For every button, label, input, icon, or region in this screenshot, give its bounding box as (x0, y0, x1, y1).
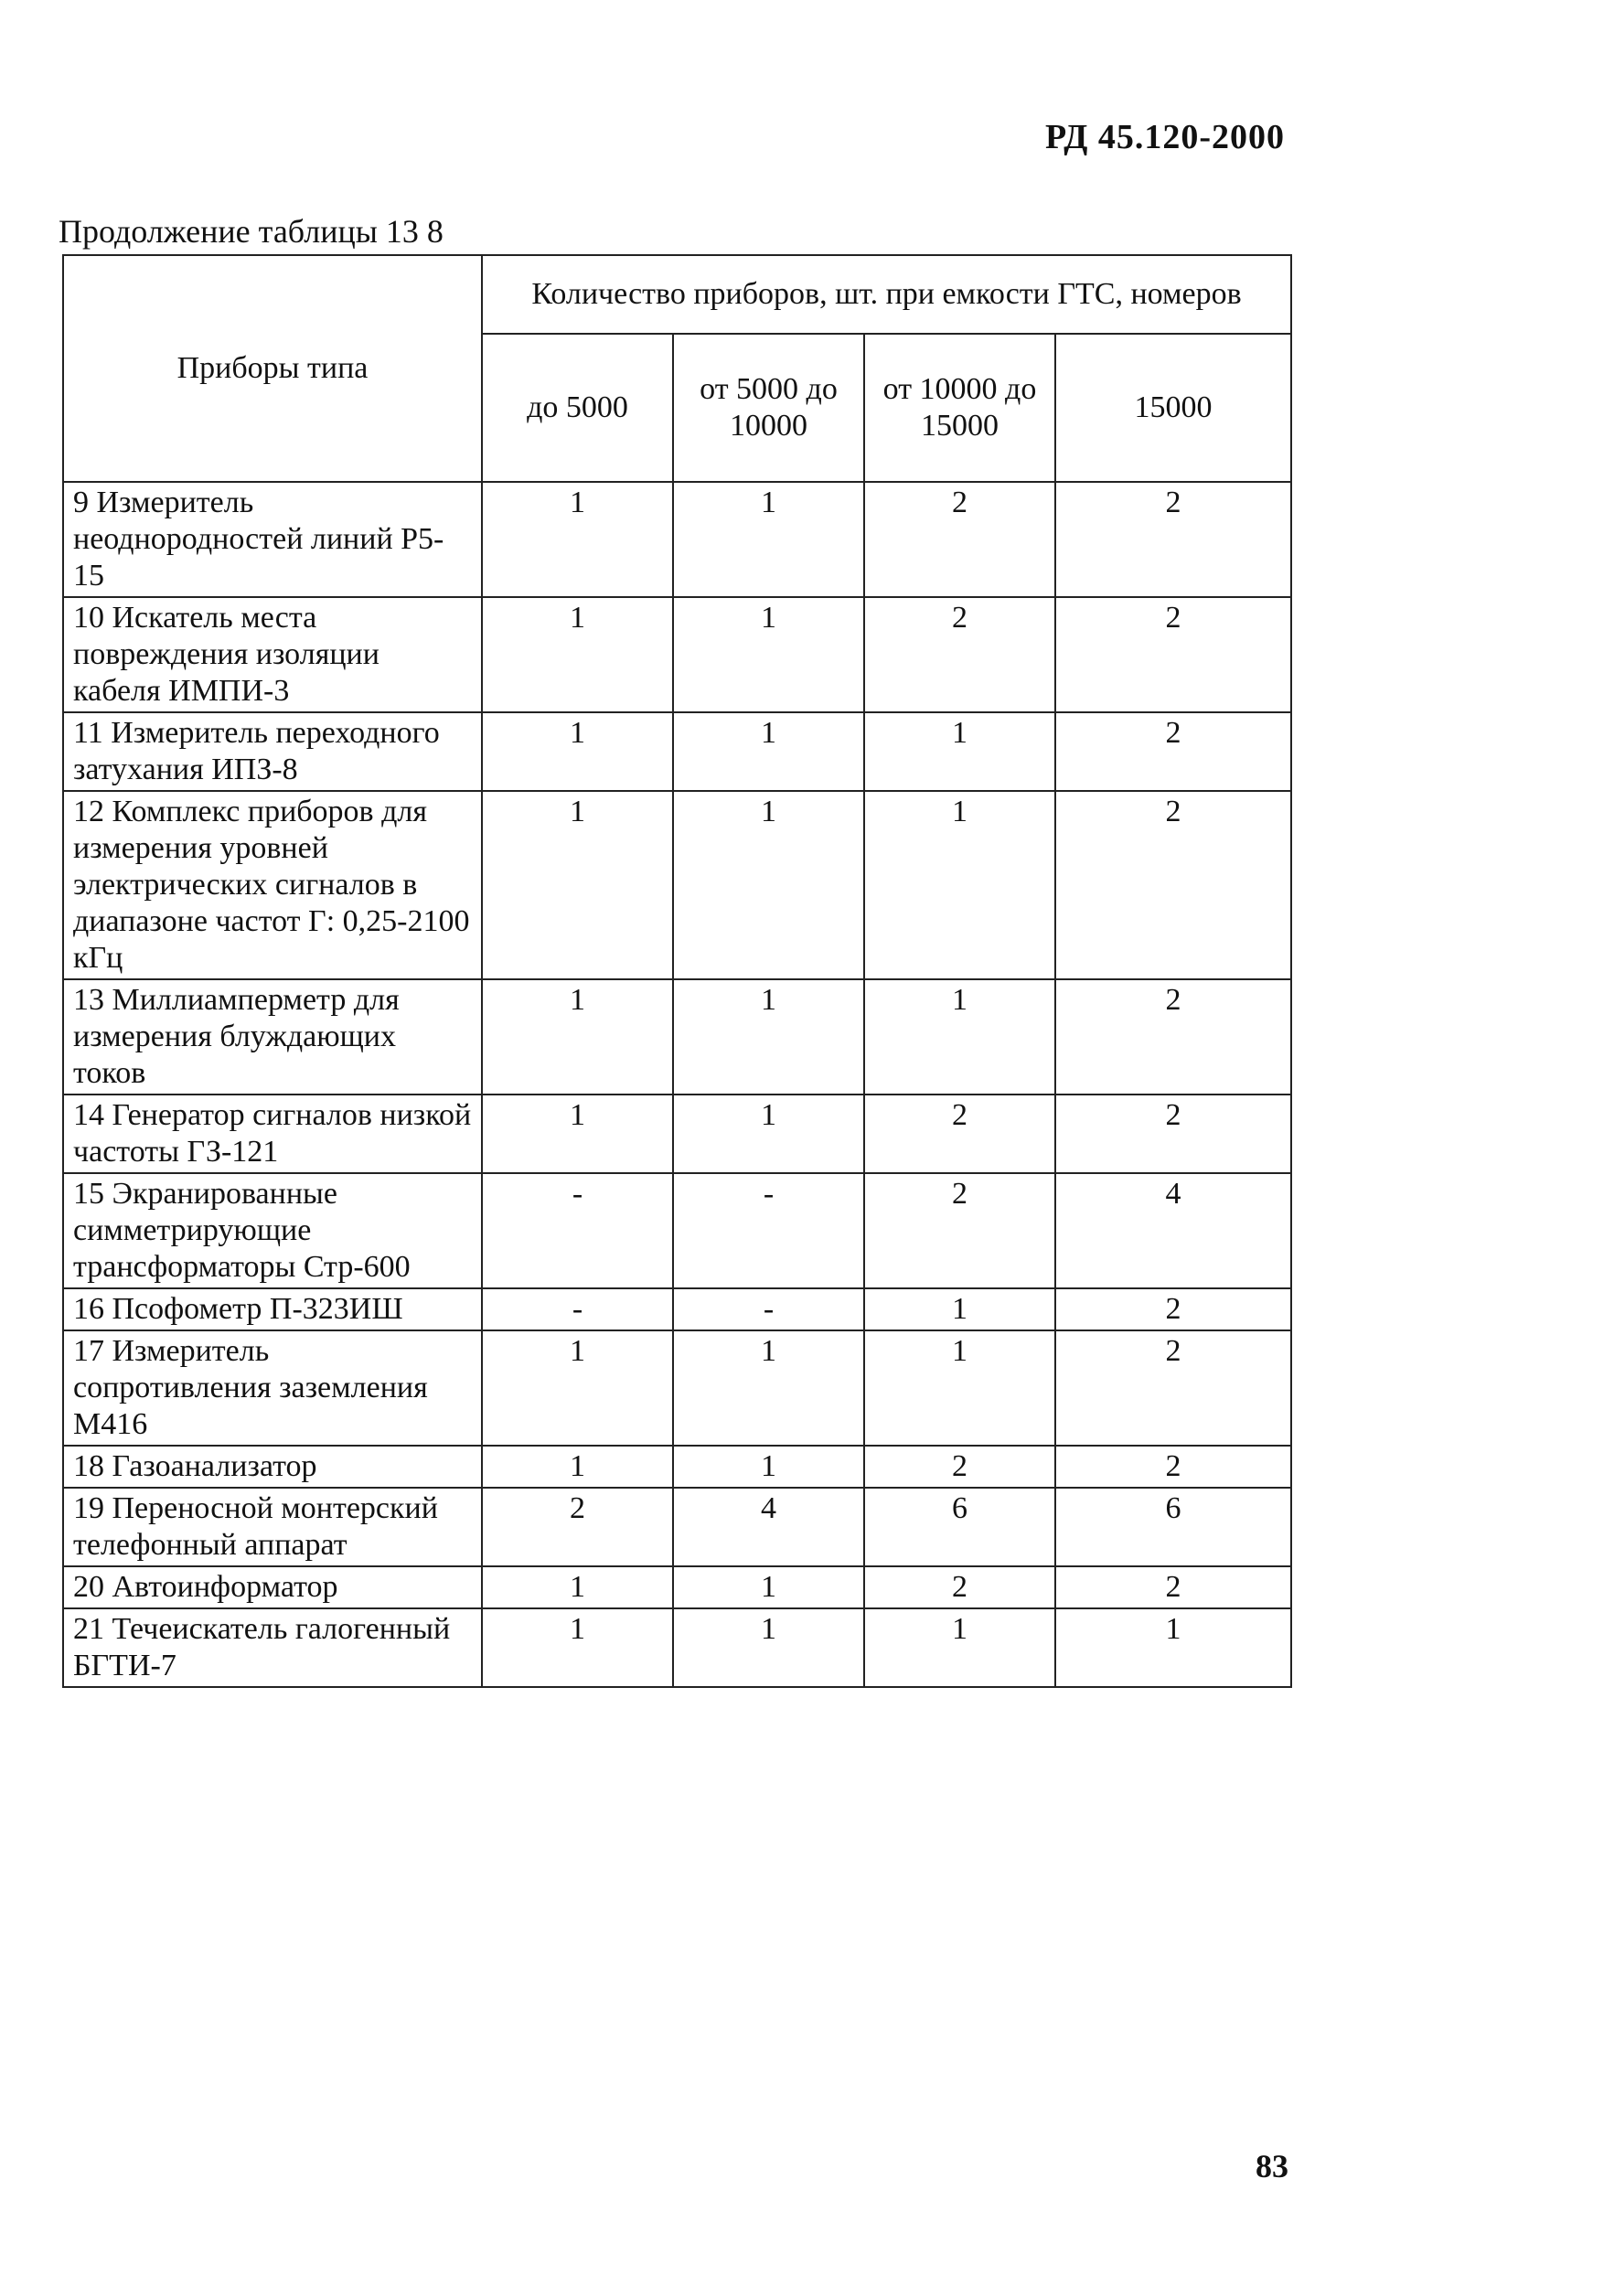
table-row (63, 712, 1291, 791)
table-caption: Продолжение таблицы 13 8 (59, 213, 444, 250)
quantity-cell: 1 (864, 979, 1055, 1095)
quantity-cell: 2 (1055, 482, 1291, 597)
quantity-cell: 1 (673, 1608, 864, 1687)
quantity-cell: 1 (482, 1608, 673, 1687)
quantity-cell: 1 (673, 1095, 864, 1173)
quantity-cell: 2 (864, 1095, 1055, 1173)
quantity-cell: 1 (482, 712, 673, 791)
quantity-cell: 2 (864, 1566, 1055, 1608)
table-row (63, 1446, 1291, 1488)
quantity-cell: 2 (1055, 1095, 1291, 1173)
table-row (63, 979, 1291, 1095)
table-row (63, 1095, 1291, 1173)
quantity-cell: 1 (1055, 1608, 1291, 1687)
quantity-cell: 6 (1055, 1488, 1291, 1566)
quantity-cell: 1 (673, 1330, 864, 1446)
quantity-cell: 2 (1055, 1446, 1291, 1488)
quantity-cell: 2 (864, 597, 1055, 712)
quantity-cell: 2 (864, 482, 1055, 597)
quantity-cell: 1 (673, 979, 864, 1095)
table-row (63, 1566, 1291, 1608)
quantity-cell: 2 (1055, 791, 1291, 979)
instrument-name: 9 Измеритель неоднородностей линий Р5-15 (63, 482, 482, 597)
quantity-cell: - (482, 1288, 673, 1330)
table-row (63, 1288, 1291, 1330)
instrument-name: 14 Генератор сигналов низкой частоты ГЗ-121 (63, 1095, 482, 1173)
instrument-name: 17 Измеритель сопротивления заземления М416 (63, 1330, 482, 1446)
instrument-name: 16 Псофометр П-323ИШ (63, 1288, 482, 1330)
instrument-name: 18 Газоанализатор (63, 1446, 482, 1488)
subheader-col-3: от 10000 до 15000 (864, 334, 1055, 482)
quantity-cell: 1 (482, 1330, 673, 1446)
quantity-cell: 2 (1055, 712, 1291, 791)
quantity-cell: 2 (864, 1173, 1055, 1288)
subheader-col-4: 15000 (1055, 334, 1291, 482)
quantity-cell: 2 (1055, 1288, 1291, 1330)
instrument-name: 21 Течеискатель галогенный БГТИ-7 (63, 1608, 482, 1687)
table-row (63, 1608, 1291, 1687)
subheader-col-1: до 5000 (482, 334, 673, 482)
quantity-cell: 1 (673, 1446, 864, 1488)
quantity-cell: 2 (1055, 979, 1291, 1095)
quantity-cell: 1 (673, 482, 864, 597)
table-row (63, 1330, 1291, 1446)
quantity-cell: 1 (673, 1566, 864, 1608)
table-row (63, 482, 1291, 597)
instrument-name: 20 Автоинформатор (63, 1566, 482, 1608)
table-row (63, 1173, 1291, 1288)
header-instrument-type: Приборы типа (63, 255, 482, 482)
quantity-cell: 1 (482, 1095, 673, 1173)
quantity-cell: - (673, 1173, 864, 1288)
instrument-name: 10 Искатель места повреждения изоляции кабеля ИМПИ-3 (63, 597, 482, 712)
quantity-cell: 1 (864, 1288, 1055, 1330)
quantity-cell: 6 (864, 1488, 1055, 1566)
quantity-cell: 1 (482, 791, 673, 979)
quantity-cell: 1 (673, 597, 864, 712)
table-row (63, 791, 1291, 979)
quantity-cell: 1 (482, 979, 673, 1095)
page-number: 83 (1256, 2148, 1288, 2184)
subheader-col-2: от 5000 до 10000 (673, 334, 864, 482)
quantity-cell: 1 (864, 1330, 1055, 1446)
header-quantity-group: Количество приборов, шт. при емкости ГТС, номеров (482, 255, 1291, 334)
instrument-name: 12 Комплекс приборов для измерения уровней электрических сигналов в диапазоне частот Г: 0,25-2100 кГц (63, 791, 482, 979)
quantity-cell: 1 (864, 791, 1055, 979)
quantity-cell: 1 (482, 1446, 673, 1488)
instrument-name: 11 Измеритель переходного затухания ИПЗ-8 (63, 712, 482, 791)
quantity-cell: 4 (673, 1488, 864, 1566)
instrument-name: 13 Миллиамперметр для измерения блуждающих токов (63, 979, 482, 1095)
quantity-cell: 1 (673, 712, 864, 791)
quantity-cell: 2 (1055, 1330, 1291, 1446)
quantity-cell: 1 (673, 791, 864, 979)
quantity-cell: 1 (864, 712, 1055, 791)
document-code: РД 45.120-2000 (1045, 118, 1285, 156)
table-row (63, 1488, 1291, 1566)
quantity-cell: - (673, 1288, 864, 1330)
quantity-cell: 2 (482, 1488, 673, 1566)
quantity-cell: 4 (1055, 1173, 1291, 1288)
quantity-cell: 2 (1055, 597, 1291, 712)
quantity-cell: 1 (482, 1566, 673, 1608)
quantity-cell: 1 (482, 597, 673, 712)
table-row (63, 597, 1291, 712)
quantity-cell: - (482, 1173, 673, 1288)
quantity-cell: 1 (864, 1608, 1055, 1687)
instruments-table (62, 254, 1292, 1688)
quantity-cell: 1 (482, 482, 673, 597)
quantity-cell: 2 (1055, 1566, 1291, 1608)
quantity-cell: 2 (864, 1446, 1055, 1488)
instrument-name: 15 Экранированные симметрирующие трансформаторы Стр-600 (63, 1173, 482, 1288)
instrument-name: 19 Переносной монтерский телефонный аппарат (63, 1488, 482, 1566)
